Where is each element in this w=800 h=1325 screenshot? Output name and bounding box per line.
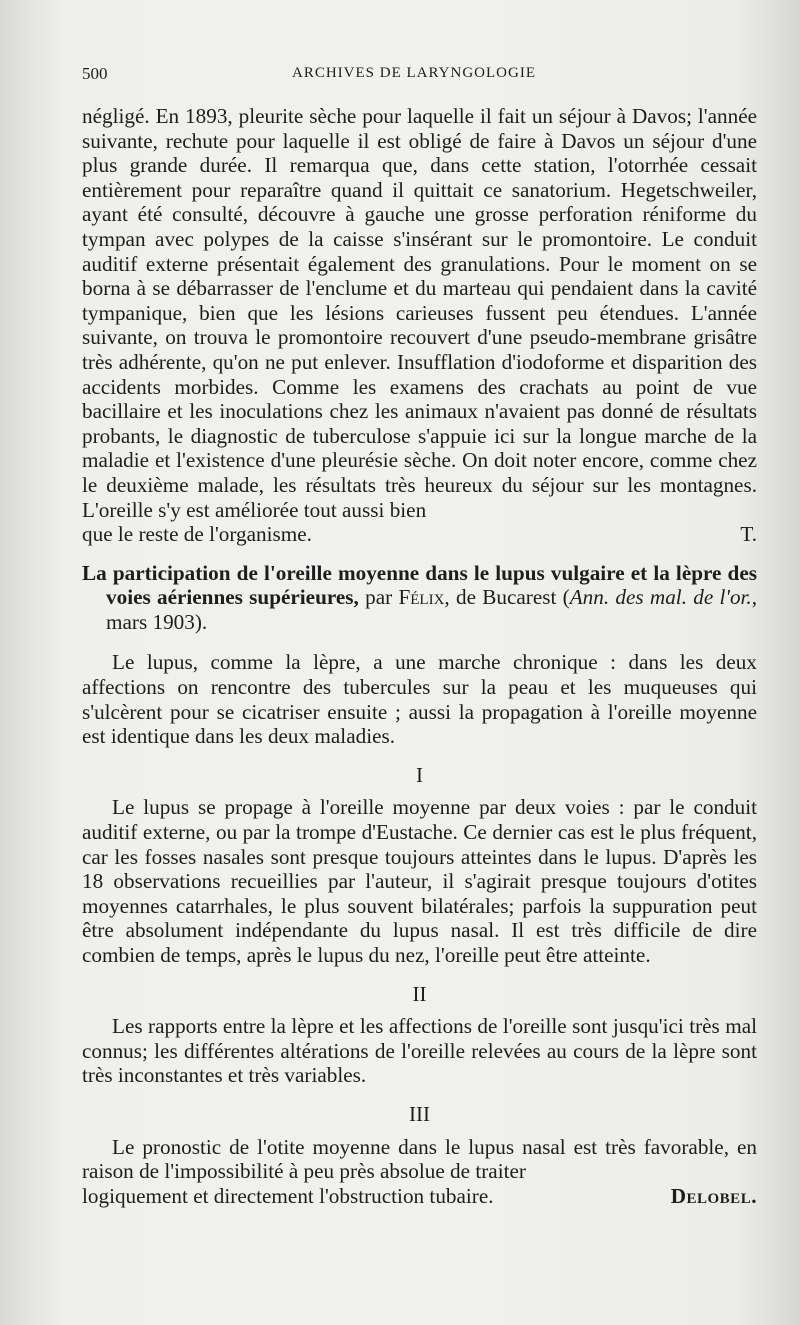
section-2-text: Les rapports entre la lèpre et les affections de l'oreille sont jusqu'ici très mal connus; les différentes altérations de l'oreille relevées au cours de la lèpre sont très inconstantes et très variables. <box>82 1014 757 1088</box>
intro-paragraph: Le lupus, comme la lèpre, a une marche chronique : dans les deux affections on rencontre des tubercules sur la peau et les muqueuses qui s'ulcèrent pour se cicatriser ensuite ; aussi la propagation à l'oreille moyenne est identique dans les deux maladies. <box>82 650 757 749</box>
section-1-text: Le lupus se propage à l'oreille moyenne par deux voies : par le conduit auditif externe, ou par la trompe d'Eustache. Ce dernier cas est le plus fréquent, car les fosses nasales sont presque toujours atteintes dans le lupus. D'après les 18 observations recueillies par l'auteur, il s'agirait presque toujours d'otites moyennes catarrhales, le plus souvent bilatérales; parfois la suppuration peut être absolument indépendante du lupus nasal. Il est très difficile de dire combien de temps, après le lupus du nez, l'oreille peut être atteinte. <box>82 795 757 967</box>
reviewer-signature: T. <box>740 522 757 547</box>
article-place: , de Bucarest ( <box>444 585 570 610</box>
author-signature: Delobel. <box>670 1183 757 1208</box>
paragraph-end-line <box>82 522 757 547</box>
article-journal: Ann. des mal. de l'or. <box>569 585 752 610</box>
running-title: ARCHIVES DE LARYNGOLOGIE <box>292 65 536 81</box>
body-text <box>82 104 757 1208</box>
paragraph-last-line: que le reste de l'organisme. <box>82 522 312 547</box>
section-numeral-1: I <box>416 762 423 787</box>
article-par: par <box>365 585 393 610</box>
final-line-text: logiquement et directement l'obstruction tubaire. <box>82 1183 494 1208</box>
continued-paragraph: négligé. En 1893, pleurite sèche pour laquelle il fait un séjour à Davos; l'année suivante, rechute pour laquelle il est obligé de faire à Davos un séjour d'une plus grande durée. Il remarqua que, dans cette station, l'otorrhée cessait entièrement pour reparaître quand il quittait ce sanatorium. Hegetschweiler, ayant été consulté, découvre à gauche une grosse perforation réniforme du tympan avec polypes de la caisse s'insérant sur le promontoire. Le conduit auditif externe présentait également des granulations. Pour le moment on se borna à se débarrasser de l'enclume et du marteau qui pendaient dans la cavité tympanique, bien que les lésions carieuses fussent peu étendues. L'année suivante, on trouva le promontoire recouvert d'une pseudo-membrane grisâtre très adhérente, qu'on ne put enlever. Insufflation d'iodoforme et disparition des accidents morbides. Comme les examens des crachats au point de vue bacillaire et les inoculations chez les animaux n'avaient pas donné de résultats probants, le diagnostic de tuberculose s'appuie ici sur la longue marche de la maladie et l'existence d'une pleurésie sèche. On doit noter encore, comme chez le deuxième malade, les résultats très heureux du séjour sur les montagnes. L'oreille s'y est améliorée tout aussi bien <box>82 104 757 522</box>
page-number: 500 <box>82 64 108 83</box>
article-author: Félix <box>398 585 445 610</box>
section-numeral-3: III <box>409 1101 430 1126</box>
section-numeral-2: II <box>412 981 427 1006</box>
article-title <box>82 561 757 635</box>
article-title-text: La participation de l'oreille moyenne dans le lupus vulgaire et la lèpre des voies aériennes supérieures, <box>82 560 757 610</box>
article-date: , mars 1903). <box>106 585 758 634</box>
final-line <box>82 1184 757 1209</box>
section-3-text: Le pronostic de l'otite moyenne dans le lupus nasal est très favorable, en raison de l'impossibilité à peu près absolue de traiter <box>82 1134 757 1184</box>
